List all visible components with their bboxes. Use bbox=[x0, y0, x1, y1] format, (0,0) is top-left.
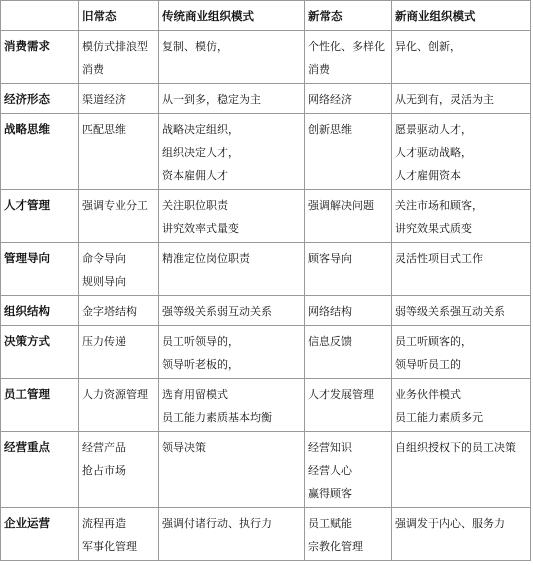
header-cell-corner bbox=[1, 1, 79, 31]
cell-line: 强等级关系弱互动关系 bbox=[162, 305, 272, 318]
cell-line: 讲究效率式量变 bbox=[162, 222, 239, 235]
row-label: 员工管理 bbox=[1, 379, 79, 432]
cell-line: 匹配思维 bbox=[82, 123, 126, 136]
cell-new-normal bbox=[305, 379, 392, 432]
cell-line: 领导决策 bbox=[162, 441, 206, 454]
row-label: 企业运营 bbox=[1, 508, 79, 561]
cell-line: 员工能力素质多元 bbox=[395, 411, 483, 424]
cell-line: 人才发展管理 bbox=[308, 388, 374, 401]
cell-old-normal bbox=[79, 508, 159, 561]
cell-line: 精准定位岗位职责 bbox=[162, 252, 250, 265]
cell-line: 赢得顾客 bbox=[308, 487, 352, 500]
cell-line: 规则导向 bbox=[82, 275, 126, 288]
cell-line: 强调解决问题 bbox=[308, 199, 374, 212]
row-label: 消费需求 bbox=[1, 31, 79, 84]
cell-line: 抢占市场 bbox=[82, 464, 126, 477]
cell-traditional-model bbox=[159, 379, 305, 432]
cell-line: 强调付诸行动、执行力 bbox=[162, 517, 272, 530]
cell-new-model bbox=[392, 508, 531, 561]
cell-new-model bbox=[392, 114, 531, 190]
cell-line: 人力资源管理 bbox=[82, 388, 148, 401]
cell-line: 创新思维 bbox=[308, 123, 352, 136]
cell-traditional-model bbox=[159, 296, 305, 326]
table-row bbox=[1, 31, 531, 84]
header-cell-traditional-model: 传统商业组织模式 bbox=[159, 1, 305, 31]
cell-new-model bbox=[392, 296, 531, 326]
cell-old-normal bbox=[79, 432, 159, 508]
cell-line: 信息反馈 bbox=[308, 335, 352, 348]
cell-line: 网络经济 bbox=[308, 93, 352, 106]
cell-line: 弱等级关系强互动关系 bbox=[395, 305, 505, 318]
row-label: 经营重点 bbox=[1, 432, 79, 508]
cell-old-normal bbox=[79, 31, 159, 84]
cell-line: 顾客导向 bbox=[308, 252, 352, 265]
cell-old-normal bbox=[79, 379, 159, 432]
cell-line: 消费 bbox=[308, 63, 330, 76]
table-row bbox=[1, 432, 531, 508]
cell-old-normal bbox=[79, 84, 159, 114]
cell-line: 员工赋能 bbox=[308, 517, 352, 530]
row-label: 组织结构 bbox=[1, 296, 79, 326]
cell-line: 流程再造 bbox=[82, 517, 126, 530]
cell-line: 员工听领导的， bbox=[162, 335, 239, 348]
cell-line: 灵活性项目式工作 bbox=[395, 252, 483, 265]
cell-old-normal bbox=[79, 296, 159, 326]
cell-line: 网络结构 bbox=[308, 305, 352, 318]
cell-line: 战略决定组织， bbox=[162, 123, 239, 136]
cell-line: 选育用留模式 bbox=[162, 388, 228, 401]
cell-new-normal bbox=[305, 190, 392, 243]
cell-old-normal bbox=[79, 114, 159, 190]
row-label: 管理导向 bbox=[1, 243, 79, 296]
cell-line: 异化、创新， bbox=[395, 40, 461, 53]
cell-line: 宗教化管理 bbox=[308, 540, 363, 553]
cell-line: 领导听员工的 bbox=[395, 358, 461, 371]
cell-line: 个性化、多样化 bbox=[308, 40, 385, 53]
cell-new-normal bbox=[305, 243, 392, 296]
cell-line: 渠道经济 bbox=[82, 93, 126, 106]
cell-line: 从一到多，稳定为主 bbox=[162, 93, 261, 106]
table-row bbox=[1, 296, 531, 326]
cell-line: 从无到有，灵活为主 bbox=[395, 93, 494, 106]
row-label: 经济形态 bbox=[1, 84, 79, 114]
cell-traditional-model bbox=[159, 326, 305, 379]
cell-new-normal bbox=[305, 432, 392, 508]
row-label: 战略思维 bbox=[1, 114, 79, 190]
cell-traditional-model bbox=[159, 432, 305, 508]
cell-new-normal bbox=[305, 84, 392, 114]
cell-line: 军事化管理 bbox=[82, 540, 137, 553]
cell-new-normal bbox=[305, 31, 392, 84]
header-cell-new-model: 新商业组织模式 bbox=[392, 1, 531, 31]
cell-line: 消费 bbox=[82, 63, 104, 76]
cell-traditional-model bbox=[159, 190, 305, 243]
cell-new-normal bbox=[305, 114, 392, 190]
cell-line: 员工能力素质基本均衡 bbox=[162, 411, 272, 424]
cell-old-normal bbox=[79, 326, 159, 379]
header-row bbox=[1, 1, 531, 31]
cell-line: 关注职位职责 bbox=[162, 199, 228, 212]
cell-line: 命令导向 bbox=[82, 252, 126, 265]
table-row bbox=[1, 84, 531, 114]
cell-new-model bbox=[392, 190, 531, 243]
table-row bbox=[1, 508, 531, 561]
cell-new-model bbox=[392, 326, 531, 379]
cell-new-model bbox=[392, 243, 531, 296]
cell-traditional-model bbox=[159, 243, 305, 296]
cell-old-normal bbox=[79, 243, 159, 296]
table-row bbox=[1, 243, 531, 296]
table-row bbox=[1, 190, 531, 243]
cell-line: 员工听顾客的， bbox=[395, 335, 472, 348]
cell-line: 金字塔结构 bbox=[82, 305, 137, 318]
cell-new-model bbox=[392, 31, 531, 84]
cell-traditional-model bbox=[159, 84, 305, 114]
cell-line: 组织决定人才， bbox=[162, 146, 239, 159]
cell-line: 压力传递 bbox=[82, 335, 126, 348]
table-row bbox=[1, 326, 531, 379]
cell-line: 人才雇佣资本 bbox=[395, 169, 461, 182]
cell-new-normal bbox=[305, 296, 392, 326]
header-cell-old-normal: 旧常态 bbox=[79, 1, 159, 31]
cell-line: 强调发于内心、服务力 bbox=[395, 517, 505, 530]
cell-new-model bbox=[392, 432, 531, 508]
cell-line: 领导听老板的， bbox=[162, 358, 239, 371]
row-label: 人才管理 bbox=[1, 190, 79, 243]
cell-new-model bbox=[392, 84, 531, 114]
cell-line: 讲究效果式质变 bbox=[395, 222, 472, 235]
cell-line: 经营知识 bbox=[308, 441, 352, 454]
cell-line: 模仿式排浪型 bbox=[82, 40, 148, 53]
table-body bbox=[1, 31, 531, 561]
cell-line: 经营人心 bbox=[308, 464, 352, 477]
cell-traditional-model bbox=[159, 508, 305, 561]
cell-line: 自组织授权下的员工决策 bbox=[395, 441, 516, 454]
cell-line: 资本雇佣人才 bbox=[162, 169, 228, 182]
cell-line: 关注市场和顾客， bbox=[395, 199, 483, 212]
cell-old-normal bbox=[79, 190, 159, 243]
cell-new-model bbox=[392, 379, 531, 432]
cell-line: 经营产品 bbox=[82, 441, 126, 454]
cell-traditional-model bbox=[159, 31, 305, 84]
table-row bbox=[1, 379, 531, 432]
cell-new-normal bbox=[305, 508, 392, 561]
cell-line: 强调专业分工 bbox=[82, 199, 148, 212]
row-label: 决策方式 bbox=[1, 326, 79, 379]
cell-line: 复制、模仿， bbox=[162, 40, 228, 53]
cell-line: 愿景驱动人才， bbox=[395, 123, 472, 136]
cell-new-normal bbox=[305, 326, 392, 379]
table-row bbox=[1, 114, 531, 190]
header-cell-new-normal: 新常态 bbox=[305, 1, 392, 31]
cell-traditional-model bbox=[159, 114, 305, 190]
cell-line: 业务伙伴模式 bbox=[395, 388, 461, 401]
cell-line: 人才驱动战略， bbox=[395, 146, 472, 159]
